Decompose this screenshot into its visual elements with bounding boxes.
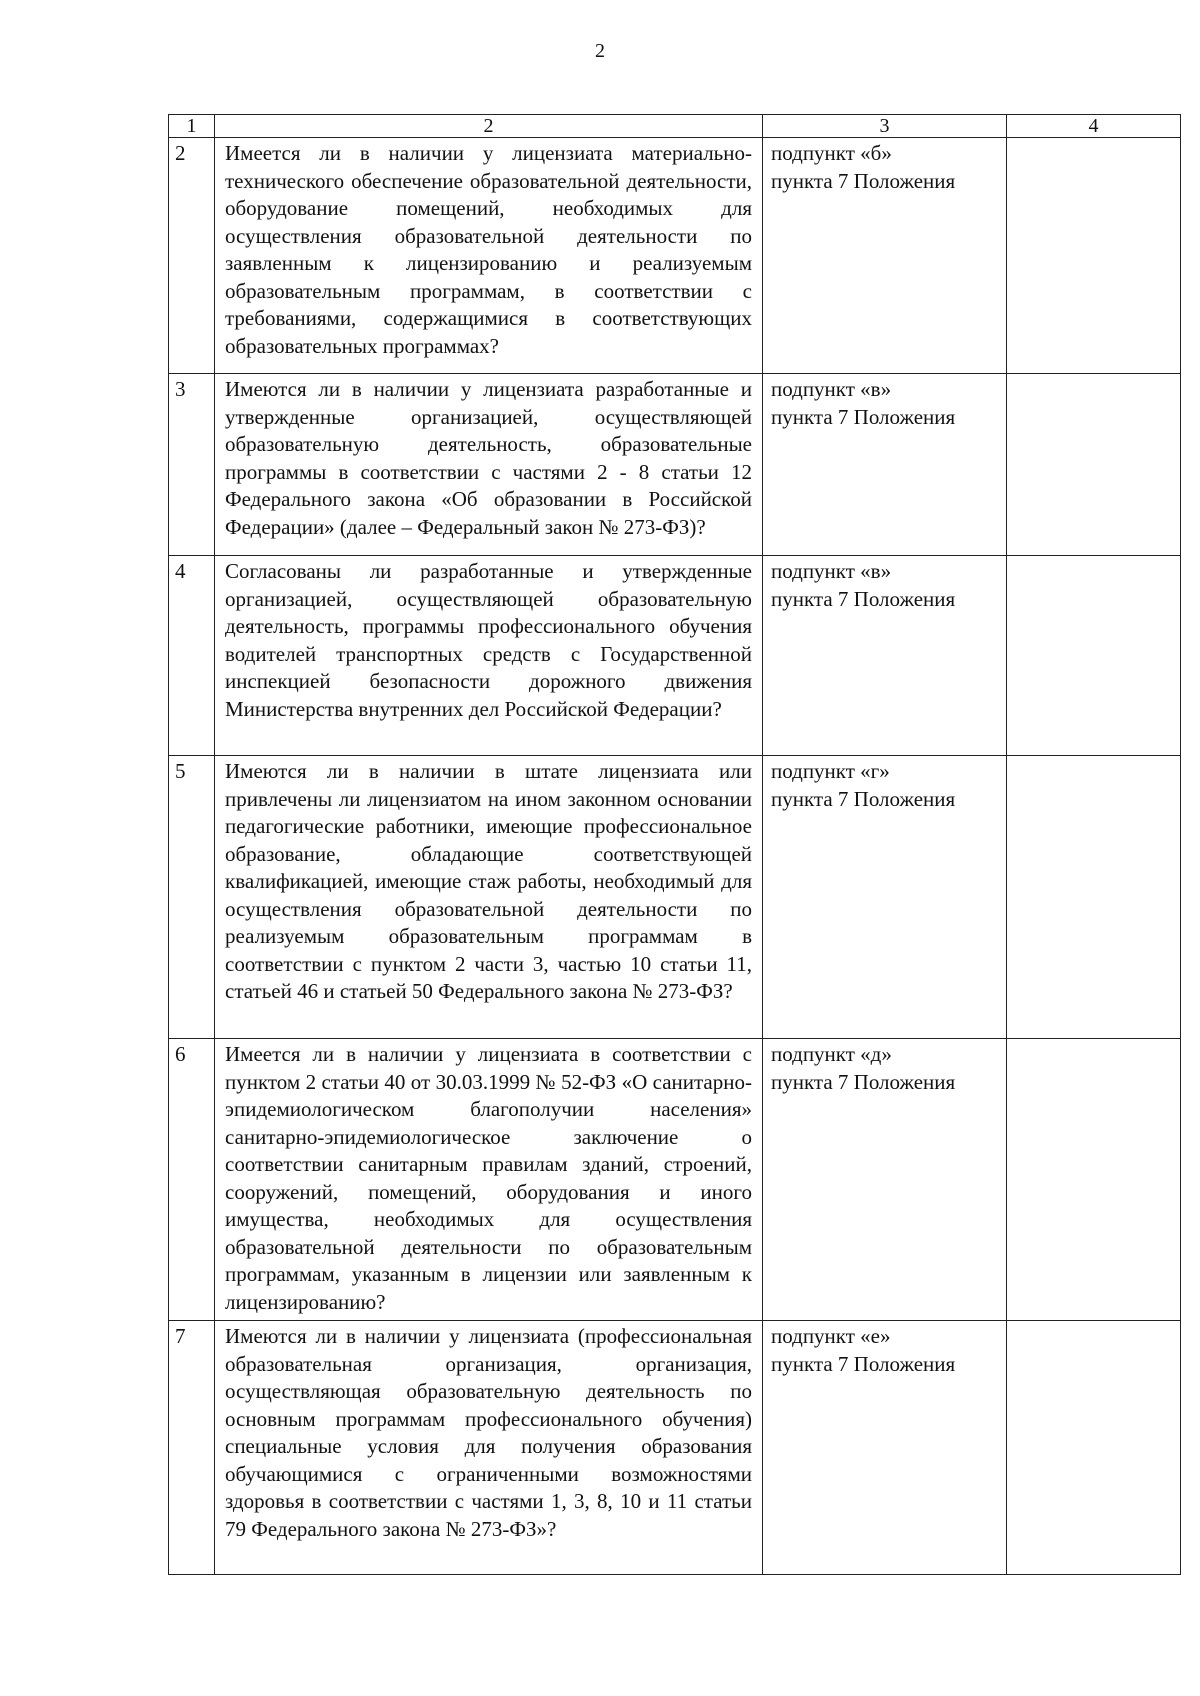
row-question: Имеется ли в наличии у лицензиата в соответствии с пунктом 2 статьи 40 от 30.03.1999 № 52-ФЗ «О санитарно-эпидемиологическом благополучии населения» санитарно-эпидемиологическое заключение о соответствии санитарным правилам зданий, строений, сооружений, помещений, оборудования и иного имущества, необходимых для осуществления образовательной деятельности по образовательным программам, указанным в лицензии или заявленным к лицензированию? (215, 1039, 763, 1321)
table-header-row (169, 115, 1181, 138)
row-number: 3 (169, 374, 215, 556)
row-answer-cell (1007, 1039, 1181, 1321)
reference-subclause: подпункт «д» (771, 1042, 892, 1066)
row-question: Имеются ли в наличии у лицензиата разработанные и утвержденные организацией, осуществляющей образовательную деятельность, образовательные программы в соответствии с частями 2 - 8 статьи 12 Федерального закона «Об образовании в Российской Федерации» (далее – Федеральный закон № 273-ФЗ)? (215, 374, 763, 556)
table-row (169, 374, 1181, 556)
table-row (169, 1039, 1181, 1321)
column-header-4: 4 (1007, 115, 1181, 138)
column-header-1: 1 (169, 115, 215, 138)
table-row (169, 556, 1181, 756)
row-answer-cell (1007, 556, 1181, 756)
row-question: Имеются ли в наличии у лицензиата (профессиональная образовательная организация, организация, осуществляющая образовательную деятельность по основным программам профессионального обучения) специальные условия для получения образования обучающимися с ограниченными возможностями здоровья в соответствии с частями 1, 3, 8, 10 и 11 статьи 79 Федерального закона № 273-ФЗ»? (215, 1321, 763, 1575)
reference-subclause: подпункт «в» (771, 559, 892, 583)
row-reference (763, 1321, 1007, 1575)
reference-clause: пункта 7 Положения (771, 1069, 956, 1094)
row-number: 6 (169, 1039, 215, 1321)
reference-subclause: подпункт «б» (771, 141, 892, 165)
table-row (169, 138, 1181, 374)
row-answer-cell (1007, 756, 1181, 1039)
column-header-3: 3 (763, 115, 1007, 138)
reference-clause: пункта 7 Положения (771, 586, 956, 611)
row-question: Имеется ли в наличии у лицензиата материально-технического обеспечение образовательной деятельности, оборудование помещений, необходимых для осуществления образовательной деятельности по заявленным к лицензированию и реализуемым образовательным программам, в соответствии с требованиями, содержащимися в соответствующих образовательных программах? (215, 138, 763, 374)
column-header-2: 2 (215, 115, 763, 138)
row-number: 7 (169, 1321, 215, 1575)
row-number: 5 (169, 756, 215, 1039)
row-number: 4 (169, 556, 215, 756)
row-reference (763, 756, 1007, 1039)
row-question: Имеются ли в наличии в штате лицензиата или привлечены ли лицензиатом на ином законном основании педагогические работники, имеющие профессиональное образование, обладающие соответствующей квалификацией, имеющие стаж работы, необходимый для осуществления образовательной деятельности по реализуемым образовательным программам в соответствии с пунктом 2 части 3, частью 10 статьи 11, статьей 46 и статьей 50 Федерального закона № 273-ФЗ? (215, 756, 763, 1039)
reference-clause: пункта 7 Положения (771, 786, 956, 811)
reference-clause: пункта 7 Положения (771, 1351, 956, 1376)
checklist-table (168, 114, 1181, 1575)
row-reference (763, 374, 1007, 556)
row-reference (763, 556, 1007, 756)
reference-subclause: подпункт «г» (771, 759, 890, 783)
reference-subclause: подпункт «е» (771, 1324, 891, 1348)
row-reference (763, 138, 1007, 374)
row-question: Согласованы ли разработанные и утвержденные организацией, осуществляющей образовательную деятельность, программы профессионального обучения водителей транспортных средств с Государственной инспекцией безопасности дорожного движения Министерства внутренних дел Российской Федерации? (215, 556, 763, 756)
row-answer-cell (1007, 1321, 1181, 1575)
page-number: 2 (595, 40, 605, 62)
row-answer-cell (1007, 374, 1181, 556)
row-reference (763, 1039, 1007, 1321)
reference-clause: пункта 7 Положения (771, 168, 956, 193)
row-number: 2 (169, 138, 215, 374)
reference-subclause: подпункт «в» (771, 377, 892, 401)
table-row (169, 756, 1181, 1039)
table-row (169, 1321, 1181, 1575)
reference-clause: пункта 7 Положения (771, 404, 956, 429)
row-answer-cell (1007, 138, 1181, 374)
